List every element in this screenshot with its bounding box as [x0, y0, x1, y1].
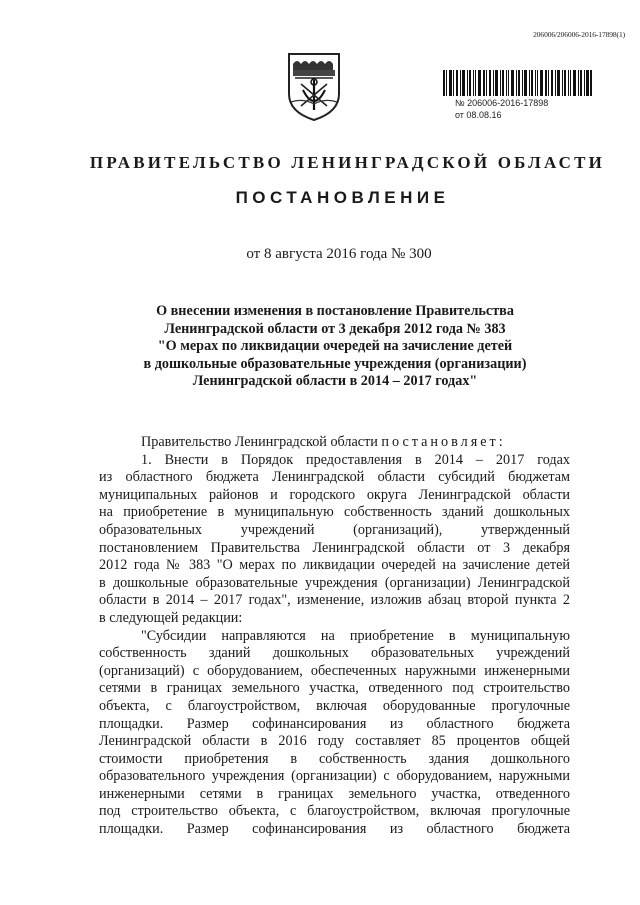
body-line: собственность зданий дошкольных образовательных учреждений: [99, 645, 570, 662]
body-line: стоимости приобретения в собственность здания дошкольного: [99, 750, 570, 767]
body-line: муниципальных районов и городского округа Ленинградской области: [99, 486, 570, 503]
body-line: 1. Внести в Порядок предоставления в 2014 – 2017 годах: [141, 451, 570, 468]
body-line: "Субсидии направляются на приобретение в муниципальную: [141, 627, 570, 644]
body-line: области в 2014 – 2017 годах", изменение, изложив абзац второй пункта 2: [99, 592, 570, 609]
body-line: образовательных учреждений (организаций), утвержденный: [99, 521, 570, 538]
body-line: площадки. Размер софинансирования из областного бюджета: [99, 821, 570, 838]
body-line: в следующей редакции:: [99, 609, 243, 626]
registration-date: от 08.08.16: [455, 110, 502, 120]
body-line: образовательного учреждения (организации) с оборудованием, наружными: [99, 768, 570, 785]
body-line: сетями в границах земельного участка, отведенного под строительство: [99, 680, 570, 697]
intro-prefix: Правительство Ленинградской области: [141, 434, 378, 450]
barcode-icon: [443, 70, 593, 96]
decree-title: [100, 303, 570, 391]
body-line: (организаций) с оборудованием, обеспеченных наружными инженерными: [99, 662, 570, 679]
body-line: на приобретение в муниципальную собственность зданий дошкольных: [99, 504, 570, 521]
body-line: постановлением Правительства Ленинградской области от 3 декабря: [99, 539, 570, 556]
decree-body: [99, 434, 570, 839]
title-line: в дошкольные образовательные учреждения (организации): [143, 355, 527, 372]
body-line: площадки. Размер софинансирования из областного бюджета: [99, 715, 570, 732]
body-line: в дошкольные образовательные учреждения (организации) Ленинградской: [99, 574, 570, 591]
intro-resolves: постановляет:: [381, 434, 506, 450]
body-line: 2012 года № 383 "О мерах по ликвидации очередей на зачисление детей: [99, 557, 570, 574]
title-line: Ленинградской области в 2014 – 2017 годах": [192, 373, 478, 389]
title-line: "О мерах по ликвидации очередей на зачисление детей: [157, 338, 513, 354]
government-name: ПРАВИТЕЛЬСТВО ЛЕНИНГРАДСКОЙ ОБЛАСТИ: [89, 153, 606, 172]
decree-date-number: от 8 августа 2016 года № 300: [246, 246, 432, 262]
body-line: объекта, с благоустройством, включая оборудованные прогулочные: [99, 697, 570, 714]
coat-of-arms-emblem-icon: [283, 50, 345, 122]
intro-line: [99, 434, 570, 452]
registration-block: [455, 97, 548, 121]
body-line: Ленинградской области в 2016 году составляет 85 процентов общей: [99, 733, 570, 750]
body-line: под строительство объекта, с благоустройством, включая прогулочные: [99, 803, 570, 820]
title-line: Ленинградской области от 3 декабря 2012 года № 383: [164, 320, 506, 337]
document-type: ПОСТАНОВЛЕНИЕ: [235, 188, 450, 207]
body-line: инженерными сетями в границах земельного участка, отведенного: [99, 785, 570, 802]
title-line: О внесении изменения в постановление Правительства: [156, 303, 514, 319]
document-id: 206006/206006-2016-17898(1): [533, 30, 625, 39]
body-line: из областного бюджета Ленинградской области субсидий бюджетам: [99, 469, 570, 486]
registration-number: № 206006-2016-17898: [455, 98, 549, 108]
